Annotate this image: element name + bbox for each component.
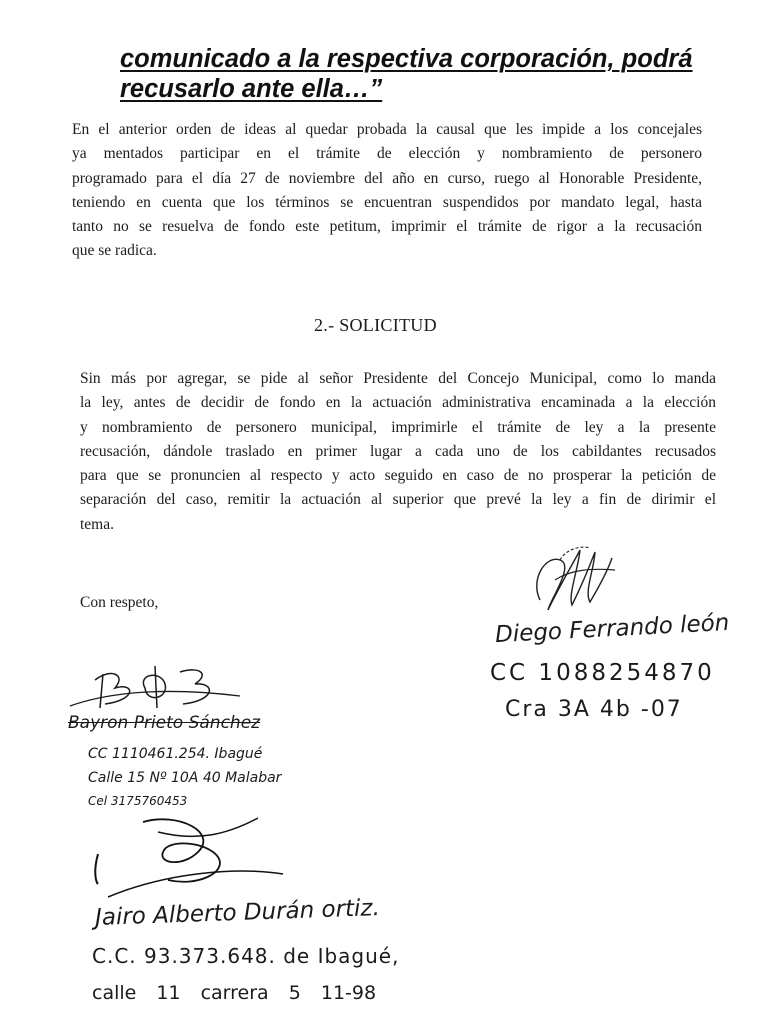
signature-mark-left-bottom: [88, 812, 288, 902]
closing-salutation: Con respeto,: [80, 594, 159, 611]
quoted-text: [120, 44, 720, 104]
paragraph-line: ya mentados participar en el trámite de elección y nombramiento de personero: [72, 145, 702, 163]
quote-line-1: comunicado a la respectiva corporación, podrá: [120, 45, 693, 73]
signer-name-left-bottom: Jairo Alberto Durán ortiz.: [94, 895, 381, 931]
signature-mark-right: [520, 540, 630, 620]
paragraph-solicitud: [80, 367, 716, 537]
signer-name-right: Diego Ferrando león: [494, 609, 730, 649]
paragraph-line: y nombramiento de personero municipal, imprimirle el trámite de ley a la presente: [80, 418, 716, 436]
paragraph-line: teniendo en cuenta que los términos se encuentran suspendidos por mandato legal, hasta: [72, 193, 702, 211]
quote-line-2: recusarlo ante ella…”: [120, 75, 383, 103]
paragraph-line: Sin más por agregar, se pide al señor Presidente del Concejo Municipal, como lo manda: [80, 370, 716, 387]
paragraph-line: para que se pronuncien al respecto y acto seguido en caso de no prosperar la petición de: [80, 467, 716, 485]
signer-address-left-bottom: calle 11 carrera 5 11-98: [92, 982, 377, 1004]
signer-id-right: CC 1088254870: [490, 660, 715, 686]
signer-address-left-top: Calle 15 Nº 10A 40 Malabar: [88, 770, 282, 786]
signer-phone-left-top: Cel 3175760453: [88, 794, 188, 808]
paragraph-causal: [72, 118, 702, 264]
signer-address-right: Cra 3A 4b -07: [505, 697, 683, 722]
paragraph-line: que se radica.: [72, 242, 157, 260]
paragraph-line: tema.: [80, 515, 114, 533]
signer-name-left-top: Bayron Prieto Sánchez: [68, 713, 261, 733]
signer-id-left-top: CC 1110461.254. Ibagué: [88, 746, 263, 762]
paragraph-line: En el anterior orden de ideas al quedar probada la causal que les impide a los concejales: [72, 121, 702, 138]
paragraph-line: programado para el día 27 de noviembre del año en curso, ruego al Honorable Presidente,: [72, 169, 702, 187]
signer-id-left-bottom: C.C. 93.373.648. de Ibagué,: [92, 944, 400, 968]
paragraph-line: tanto no se resuelva de fondo este petitum, imprimir el trámite de rigor a la recusación: [72, 218, 702, 236]
section-heading: 2.- SOLICITUD: [314, 315, 437, 335]
paragraph-line: recusación, dándole traslado en primer lugar a cada uno de los cabildantes recusados: [80, 442, 716, 460]
signature-mark-left-top: [65, 660, 245, 720]
paragraph-line: la ley, antes de decidir de fondo en la actuación administrativa encaminada a la elección: [80, 394, 716, 412]
paragraph-line: separación del caso, remitir la actuación al superior que prevé la ley a fin de dirimir el: [80, 491, 716, 509]
